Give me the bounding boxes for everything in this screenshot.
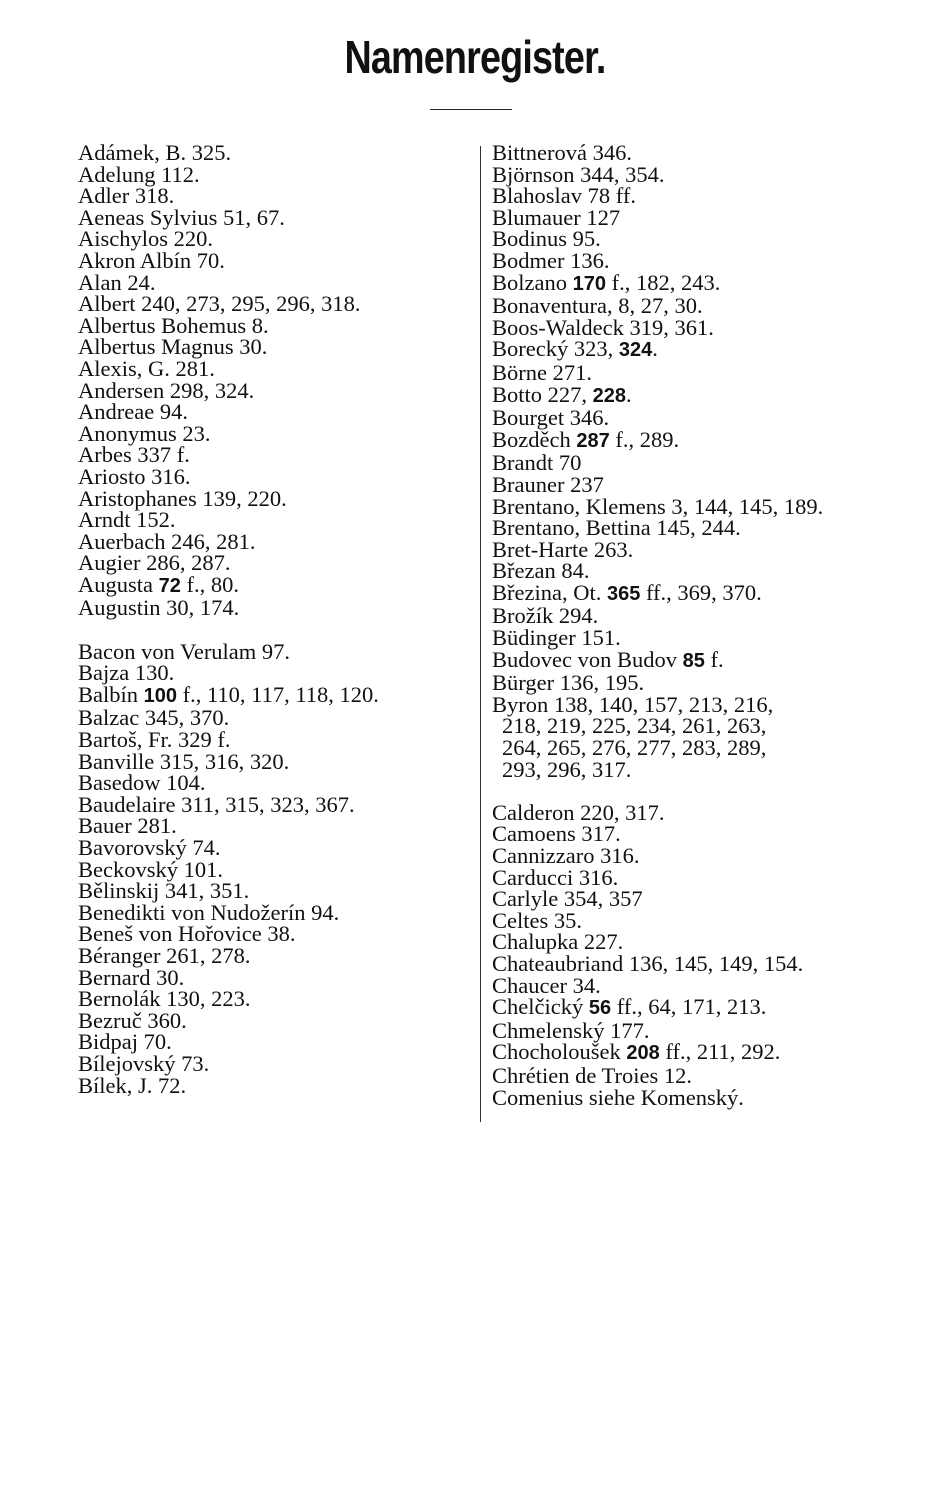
entry-text: Basedow 104. [78,770,206,796]
entry-text: Bozděch [492,426,577,452]
index-entry [78,552,468,574]
entry-text: Blumauer 127 [492,204,621,230]
entry-text: Augustin 30, 174. [78,595,240,621]
entry-text: Adámek, B. 325. [78,140,232,165]
index-entry [78,185,468,207]
index-entry [492,493,892,519]
index-entry [492,845,892,867]
entry-text: Bourget 346. [492,405,610,431]
section-gap [492,780,892,802]
index-entry [492,560,892,582]
index-entry [78,597,468,619]
entry-text: Blahoslav 78 ff. [492,183,636,209]
entry-text: Chelčický [492,994,589,1020]
index-entry [78,772,468,794]
entry-text: Andreae 94. [78,399,188,425]
index-entry [492,950,892,976]
index-entry [492,1041,892,1065]
entry-text: ff., 211, 292. [659,1039,781,1065]
entry-text: Bret-Harte 263. [492,536,634,562]
index-entry [78,401,468,423]
entry-text: Arndt 152. [78,507,176,533]
index-entry [78,1050,468,1076]
index-entry [492,907,892,933]
index-entry [78,204,468,230]
page-ref-bold: 228 [592,384,627,407]
entry-text: . [652,336,658,362]
entry-text: Carlyle 354, 357 [492,886,643,912]
index-entry [492,407,892,429]
page-ref-bold: 56 [588,997,612,1020]
index-entry [492,269,892,296]
entry-text: f., 289. [609,426,680,452]
index-entry [78,1072,468,1098]
entry-text: Börne 271. [492,359,592,385]
entry-text: Brandt 70 [492,450,582,476]
entry-text: Borecký 323, [492,336,619,362]
entry-text: Anonymus 23. [78,420,211,446]
entry-text: Chaucer 34. [492,972,601,998]
index-entry [78,312,468,338]
entry-text: Adelung 112. [78,161,200,187]
entry-text: Botto 227, [492,381,593,407]
index-entry [78,1031,468,1053]
entry-text: Byron 138, 140, 157, 213, 216, [492,691,774,717]
entry-text: Bělinskij 341, 351. [78,878,250,904]
entry-text: Balzac 345, 370. [78,705,230,731]
index-entry [492,381,892,408]
entry-text: Ariosto 316. [78,463,191,489]
entry-text: Bürger 136, 195. [492,670,645,696]
index-entry [492,1084,892,1110]
entry-text: Brentano, Bettina 145, 244. [492,515,741,541]
index-entry [78,707,468,729]
index-column-right [492,142,892,1108]
index-entry [78,964,468,990]
index-entry [78,509,468,531]
index-entry [492,799,892,825]
index-entry [492,142,892,164]
entry-text: Brentano, Klemens 3, 144, 145, 189. [492,493,824,519]
entry-text: Aristophanes 139, 220. [78,485,287,511]
page-ref-bold: 287 [576,429,610,452]
entry-text: Albert 240, 273, 295, 296, 318. [78,291,361,317]
entry-text: Brauner 237 [492,471,604,497]
page-ref-bold: 72 [158,574,181,597]
page-ref-bold: 365 [606,582,641,605]
index-entry [492,452,892,474]
entry-text: Bolzano [492,269,573,295]
entry-text: Chmelenský 177. [492,1017,650,1043]
index-entry [78,463,468,489]
index-entry [78,355,468,381]
entry-text: Březan 84. [492,558,590,584]
entry-text: ff., 64, 171, 213. [611,994,767,1020]
entry-text: Albertus Magnus 30. [78,334,268,360]
column-divider [480,146,481,1122]
entry-text: Chocholoušek [492,1039,627,1065]
index-entry [78,420,468,446]
index-entry [492,605,892,627]
index-entry [492,931,892,953]
index-entry [78,729,468,751]
index-entry [492,161,892,187]
index-entry [492,536,892,562]
entry-text: Bodinus 95. [492,226,601,252]
index-entry [492,247,892,273]
page-ref-bold: 85 [682,649,705,672]
index-entry [78,815,468,837]
index-entry-continuation [492,715,892,737]
entry-text: f., 110, 117, 118, 120. [177,681,379,707]
entry-text: Aeneas Sylvius 51, 67. [78,204,285,230]
entry-text: Cannizzaro 316. [492,843,640,868]
index-column-left [78,142,468,1096]
index-entry [78,377,468,403]
entry-text: Augier 286, 287. [78,550,231,576]
index-entry [78,1007,468,1033]
entry-text: 218, 219, 225, 234, 261, 263, [502,713,767,739]
entry-text: Boos-Waldeck 319, 361. [492,314,714,340]
entry-text: Bidpaj 70. [78,1029,172,1055]
entry-text: Celtes 35. [492,907,582,933]
index-entry [492,864,892,890]
index-entry [78,942,468,968]
index-entry [78,988,468,1010]
index-entry [492,517,892,539]
index-entry [78,899,468,925]
entry-text: Březina, Ot. [492,579,607,605]
index-entry [492,426,892,453]
entry-text: Bernolák 130, 223. [78,986,251,1012]
index-entry [78,228,468,250]
entry-text: Andersen 298, 324. [78,377,255,403]
entry-text: Bezruč 360. [78,1007,187,1033]
index-entry [78,444,468,466]
page-title: Namenregister. [344,31,606,83]
index-entry [492,185,892,207]
index-entry [492,1062,892,1088]
entry-text: Chalupka 227. [492,929,624,955]
entry-text: Comenius siehe Komenský. [492,1084,744,1110]
entry-text: . [626,381,632,407]
entry-text: ff., 369, 370. [640,579,762,605]
entry-text: Augusta [78,571,159,597]
index-entry [492,691,892,717]
entry-text: Banville 315, 316, 320. [78,748,290,774]
entry-text: Bauer 281. [78,813,177,839]
index-entry [492,823,892,845]
entry-text: Camoens 317. [492,821,621,847]
index-entry [492,359,892,385]
index-entry [492,672,892,694]
entry-text: Benedikti von Nudožerín 94. [78,899,340,925]
index-entry [492,996,892,1020]
index-entry [492,314,892,340]
entry-text: Chrétien de Troies 12. [492,1062,692,1088]
entry-text: Calderon 220, 317. [492,799,665,825]
index-entry [492,471,892,497]
entry-text: Beckovský 101. [78,856,223,882]
index-entry [492,579,892,606]
entry-text: Chateaubriand 136, 145, 149, 154. [492,950,804,976]
page-ref-bold: 208 [626,1042,660,1065]
entry-text: Bílek, J. 72. [78,1072,187,1098]
index-entry [492,228,892,250]
section-gap [78,619,468,641]
entry-text: Akron Albín 70. [78,247,225,273]
entry-text: Alexis, G. 281. [78,355,215,381]
index-entry [78,837,468,859]
index-entry [492,627,892,649]
entry-text: Béranger 261, 278. [78,942,251,968]
page-ref-bold: 170 [572,272,606,295]
index-entry [78,681,468,708]
entry-text: Carducci 316. [492,864,619,890]
entry-text: Büdinger 151. [492,625,621,651]
entry-text: Alan 24. [78,269,156,295]
index-entry [492,646,892,673]
index-entry-continuation [492,756,892,782]
index-entry [78,336,468,358]
entry-text: Bodmer 136. [492,247,610,273]
entry-text: Bernard 30. [78,964,185,990]
entry-text: Bartoš, Fr. 329 f. [78,727,231,753]
entry-text: Adler 318. [78,183,175,209]
entry-text: Baudelaire 311, 315, 323, 367. [78,791,355,817]
entry-text: Beneš von Hořovice 38. [78,921,296,947]
index-entry [78,528,468,554]
entry-text: Arbes 337 f. [78,442,190,468]
index-entry [78,161,468,187]
index-entry [78,485,468,511]
entry-text: f., 182, 243. [605,269,721,295]
index-entry [78,269,468,295]
index-entry [78,571,468,598]
entry-text: Bílejovský 73. [78,1050,210,1076]
entry-text: Brožík 294. [492,603,599,629]
index-entry [78,791,468,817]
page-ref-bold: 324 [618,339,653,362]
index-entry [78,142,468,164]
entry-text: 264, 265, 276, 277, 283, 289, [502,735,767,761]
entry-text: Bonaventura, 8, 27, 30. [492,293,703,319]
entry-text: Albertus Bohemus 8. [78,312,269,338]
entry-text: Bittnerová 346. [492,140,632,165]
entry-text: Balbín [78,681,144,707]
entry-text: 293, 296, 317. [502,756,632,782]
entry-text: Aischylos 220. [78,226,213,252]
index-entry [492,204,892,230]
index-entry [78,856,468,882]
index-entry [492,295,892,317]
entry-text: Bavorovský 74. [78,835,221,860]
index-entry [78,638,468,664]
index-entry [78,293,468,315]
entry-text: Bajza 130. [78,660,175,686]
index-entry [492,338,892,362]
entry-text: Björnson 344, 354. [492,161,665,187]
index-entry [492,972,892,998]
index-entry [78,247,468,273]
page-ref-bold: 100 [143,684,177,707]
entry-text: Bacon von Verulam 97. [78,638,291,664]
index-entry [78,748,468,774]
entry-text: f. [704,646,724,672]
entry-text: f., 80. [180,571,239,597]
index-entry [78,662,468,684]
index-entry [492,888,892,910]
title-rule [430,109,512,110]
index-entry-continuation [492,737,892,759]
index-entry [78,923,468,945]
entry-text: Auerbach 246, 281. [78,528,256,554]
index-entry [78,880,468,902]
entry-text: Budovec von Budov [492,646,683,672]
index-entry [492,1017,892,1043]
